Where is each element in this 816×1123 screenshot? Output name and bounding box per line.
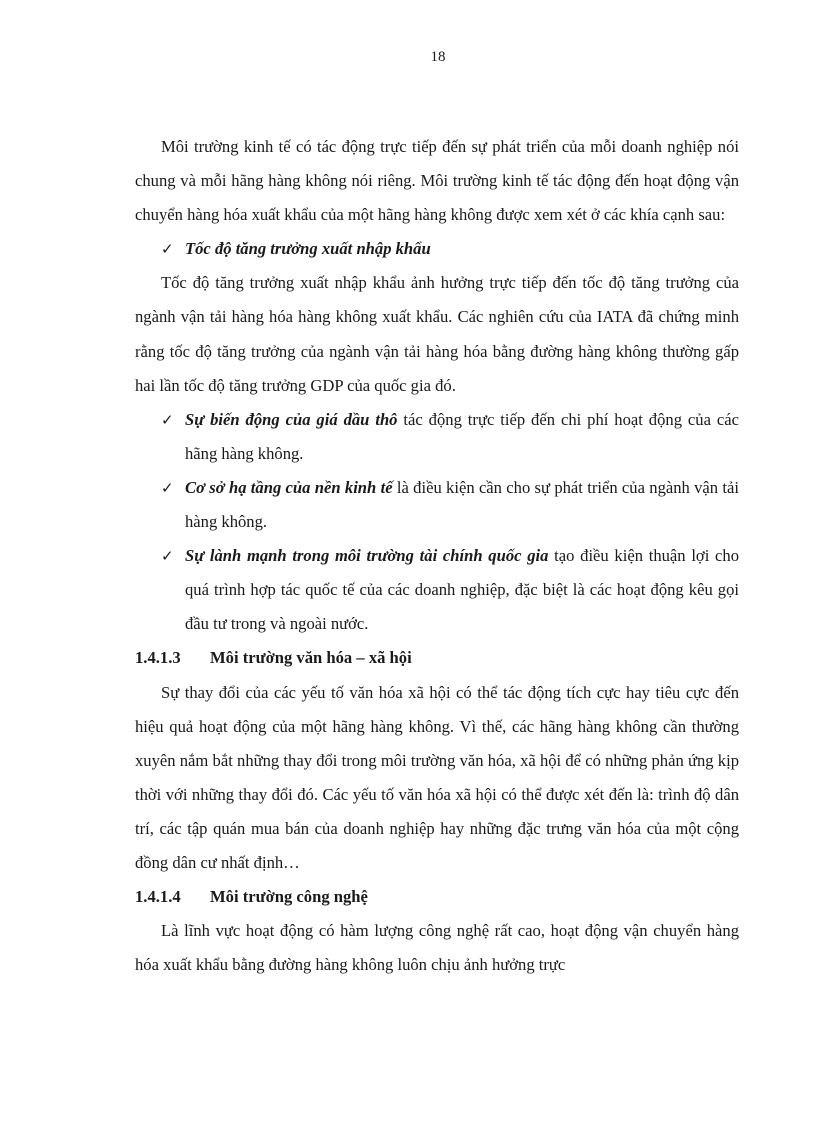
checklist-item-financial-health bbox=[135, 539, 739, 641]
intro-paragraph: Môi trường kinh tế có tác động trực tiếp đến sự phát triển của mỗi doanh nghiệp nói chung và mỗi hãng hàng không nói riêng. Môi trường kinh tế tác động đến hoạt động vận chuyển hàng hóa xuất khẩu của một hãng hàng không được xem xét ở các khía cạnh sau: bbox=[135, 137, 739, 225]
checklist-rest: tạo điều kiện thuận lợi cho quá trình hợp tác quốc tế của các doanh nghiệp, đặc biệt là các hoạt động kêu gọi đầu tư trong và ngoài nước. bbox=[185, 546, 739, 634]
cultural-paragraph: Sự thay đổi của các yếu tố văn hóa xã hội có thể tác động tích cực hay tiêu cực đến hiệu quả hoạt động của một hãng hàng không. Vì thế, các hãng hàng không cần thường xuyên nắm bắt những thay đổi trong môi trường văn hóa, xã hội để có những phản ứng kịp thời với những thay đổi đó. Các yếu tố văn hóa xã hội có thể được xét đến là: trình độ dân trí, các tập quán mua bán của doanh nghiệp hay những đặc trưng văn hóa của một cộng đồng dân cư nhất định… bbox=[135, 682, 739, 872]
checklist-rest: là điều kiện cần cho sự phát triển của ngành vận tải hàng không. bbox=[185, 477, 739, 532]
checkmark-icon: ✓ bbox=[161, 478, 174, 497]
checklist-lead: Sự biến động của giá dầu thô bbox=[185, 409, 398, 429]
section-heading-technology bbox=[135, 880, 739, 914]
section-title: Môi trường công nghệ bbox=[210, 887, 368, 907]
checkmark-icon: ✓ bbox=[161, 547, 174, 566]
checklist-item-infrastructure bbox=[135, 471, 739, 539]
checklist-text bbox=[185, 539, 739, 641]
checklist-text bbox=[185, 471, 739, 539]
section-heading-cultural bbox=[135, 641, 739, 675]
section-number: 1.4.1.4 bbox=[135, 887, 181, 907]
section-number: 1.4.1.3 bbox=[135, 648, 181, 668]
document-body bbox=[135, 130, 739, 982]
checklist-item-oil-price bbox=[135, 403, 739, 471]
checklist-item-growth bbox=[135, 232, 739, 266]
growth-paragraph: Tốc độ tăng trưởng xuất nhập khẩu ảnh hưởng trực tiếp đến tốc độ tăng trưởng của ngành vận tải hàng hóa hàng không xuất khẩu. Các nghiên cứu của IATA đã chứng minh rằng tốc độ tăng trưởng của ngành vận tải hàng hóa bằng đường hàng không thường gấp hai lần tốc độ tăng trưởng GDP của quốc gia đó. bbox=[135, 273, 739, 395]
checklist-lead: Sự lành mạnh trong môi trường tài chính quốc gia bbox=[185, 546, 549, 566]
checklist-rest: tác động trực tiếp đến chi phí hoạt động của các hãng hàng không. bbox=[185, 409, 739, 463]
subheading-growth: Tốc độ tăng trưởng xuất nhập khẩu bbox=[185, 239, 431, 259]
checkmark-icon: ✓ bbox=[161, 410, 174, 429]
checklist-text bbox=[185, 403, 739, 471]
section-title: Môi trường văn hóa – xã hội bbox=[210, 648, 412, 668]
page-number: 18 bbox=[430, 49, 446, 65]
technology-paragraph: Là lĩnh vực hoạt động có hàm lượng công nghệ rất cao, hoạt động vận chuyển hàng hóa xuất khẩu bằng đường hàng không luôn chịu ảnh hưởng trực bbox=[135, 921, 739, 975]
checkmark-icon: ✓ bbox=[161, 240, 174, 259]
checklist-lead: Cơ sở hạ tầng của nền kinh tế bbox=[185, 477, 393, 497]
